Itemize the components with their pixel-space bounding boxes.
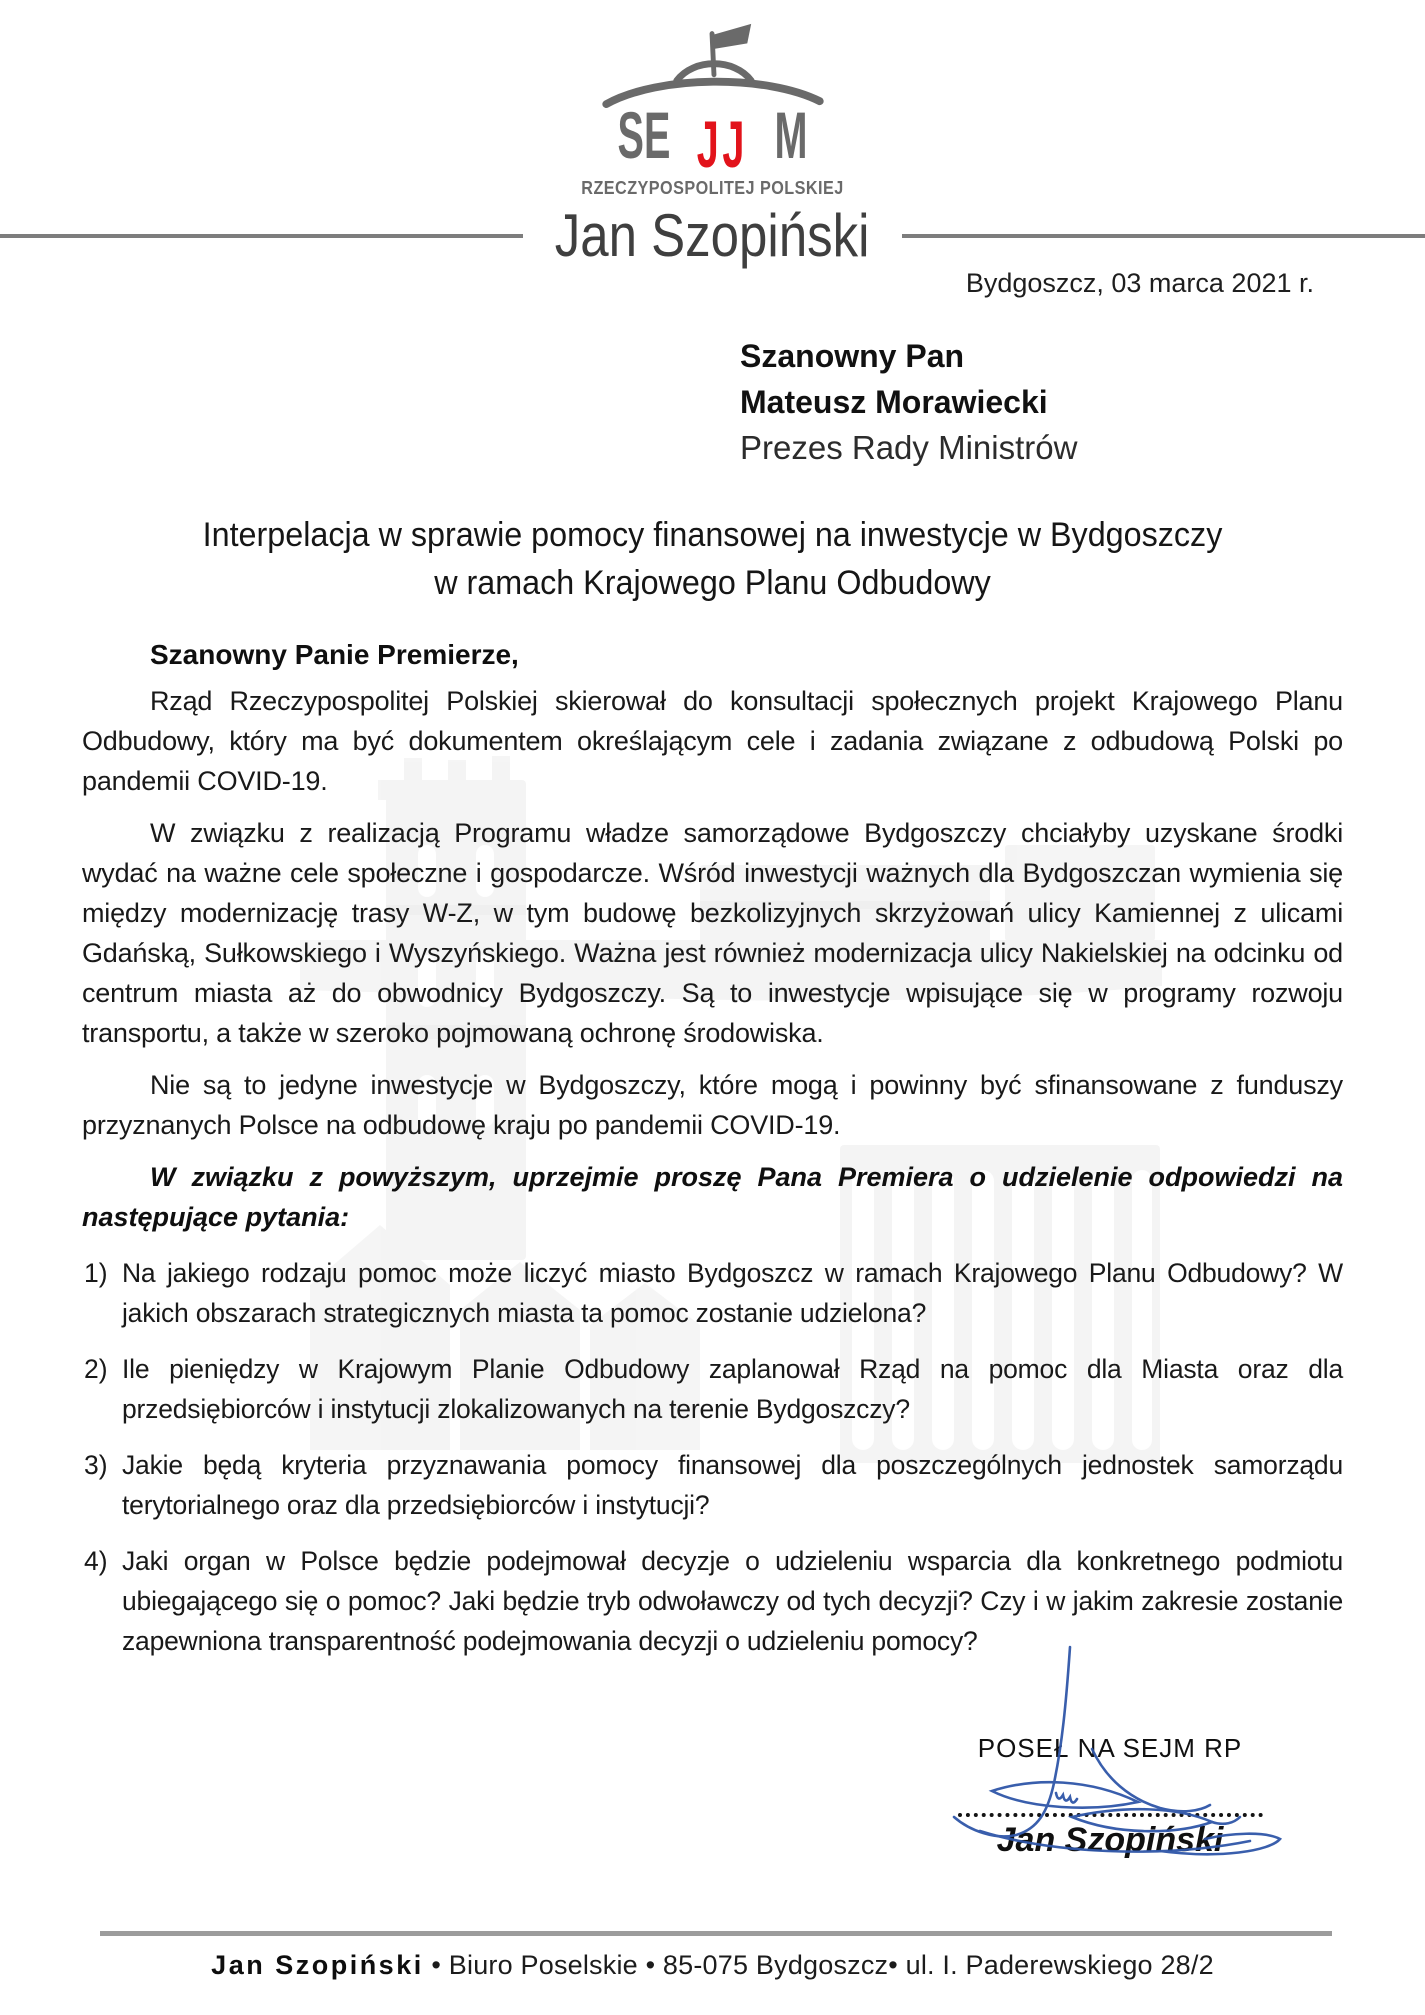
subject-title <box>0 511 1425 607</box>
salutation: Szanowny Panie Premierze, <box>150 639 519 670</box>
paragraph-1: Rząd Rzeczypospolitej Polskiej skierował do konsultacji społecznych projekt Krajowego Planu Odbudowy, który ma być dokumentem określającym cele i zadania związane z odbudową Polski po pandemii COVID-19. <box>82 686 1343 796</box>
question-text: Ile pieniędzy w Krajowym Planie Odbudowy zaplanował Rząd na pomoc dla Miasta oraz dla przedsiębiorców i instytucji zlokalizowanych na terenie Bydgoszczy? <box>122 1354 1343 1424</box>
right-rule <box>902 234 1425 238</box>
signature-block <box>920 1645 1340 1880</box>
sejm-subtitle: RZECZYPOSPOLITEJ POLSKIEJ <box>581 178 844 198</box>
recipient-salutation: Szanowny Pan <box>740 338 965 374</box>
footer-rule <box>100 1931 1332 1936</box>
question-number: 1) <box>84 1258 108 1288</box>
question-number: 3) <box>84 1450 108 1480</box>
sejm-wordmark <box>285 98 1140 181</box>
paragraph-2: W związku z realizacją Programu władze samorządowe Bydgoszczy chciałyby uzyskane środki wydać na ważne cele społeczne i gospodarcze. Wśród inwestycji ważnych dla Bydgoszczan wymienia się między modernizację trasy W-Z, w tym budowę bezkolizyjnych skrzyżowań ulicy Kamiennej z ulicami Gdańską, Sułkowskiego i Wyszyńskiego. Ważna jest również modernizacja ulicy Nakielskiej na odcinku od centrum miasta aż do obwodnicy Bydgoszczy. Są to inwestycje wpisujące się w programy rozwoju transportu, a także w szeroko pojmowaną ochronę środowiska. <box>82 818 1343 1048</box>
place-and-date: Bydgoszcz, 03 marca 2021 r. <box>965 268 1314 298</box>
subject-line-2: w ramach Krajowego Planu Odbudowy <box>434 564 991 602</box>
paragraph-3: Nie są to jedyne inwestycje w Bydgoszczy, które mogą i powinny być sfinansowane z funduszy przyznanych Polsce na odbudowę kraju po pandemii COVID-19. <box>82 1070 1343 1140</box>
question-text: Na jakiego rodzaju pomoc może liczyć miasto Bydgoszcz w ramach Krajowego Planu Odbudowy? W jakich obszarach strategicznych miasta ta pomoc zostanie udzielona? <box>122 1258 1343 1328</box>
question-item-2 <box>84 1349 1343 1429</box>
footer-address <box>0 1950 1425 1981</box>
question-text: Jakie będą kryteria przyznawania pomocy finansowej dla poszczególnych jednostek samorządu terytorialnego oraz dla przedsiębiorców i instytucji? <box>122 1450 1343 1520</box>
sejm-letters-red: JJ <box>696 107 749 181</box>
letterhead-name-row <box>0 203 1425 269</box>
question-number: 4) <box>84 1546 108 1576</box>
sejm-letter-m: M <box>774 98 808 172</box>
question-item-4 <box>84 1541 1343 1661</box>
question-text: Jaki organ w Polsce będzie podejmował decyzje o udzieleniu wsparcia dla konkretnego podmiotu ubiegającego się o pomoc? Jaki będzie tryb odwoławczy od tych decyzji? Czy i w jakim zakresie zostanie zapewniona transparentność podejmowania decyzji o udzieleniu pomocy? <box>122 1546 1343 1656</box>
recipient-title: Prezes Rady Ministrów <box>740 429 1078 466</box>
footer-office-address: • Biuro Poselskie • 85-075 Bydgoszcz• ul. I. Paderewskiego 28/2 <box>423 1950 1214 1980</box>
handwritten-signature <box>920 1645 1340 1880</box>
subject-line-1: Interpelacja w sprawie pomocy finansowej na inwestycje w Bydgoszczy <box>202 516 1223 554</box>
deputy-name: Jan Szopiński <box>555 202 870 269</box>
sejm-letters-gray: SE <box>617 98 671 172</box>
recipient-name: Mateusz Morawiecki <box>740 384 1048 420</box>
sejm-dome-flag-icon <box>598 16 828 110</box>
left-rule <box>0 234 523 238</box>
sejm-logo <box>0 0 1425 199</box>
signature-printed-name: Jan Szopiński <box>996 1821 1224 1859</box>
question-item-3 <box>84 1445 1343 1525</box>
footer-deputy-name: Jan Szopiński <box>211 1950 424 1980</box>
request-paragraph: W związku z powyższym, uprzejmie proszę Pana Premiera o udzielenie odpowiedzi na następujące pytania: <box>82 1162 1343 1232</box>
questions-list <box>0 1253 1425 1661</box>
recipient-block <box>740 333 1425 471</box>
question-item-1 <box>84 1253 1343 1333</box>
signature-role: POSEŁ NA SEJM RP <box>977 1733 1243 1763</box>
question-number: 2) <box>84 1354 108 1384</box>
